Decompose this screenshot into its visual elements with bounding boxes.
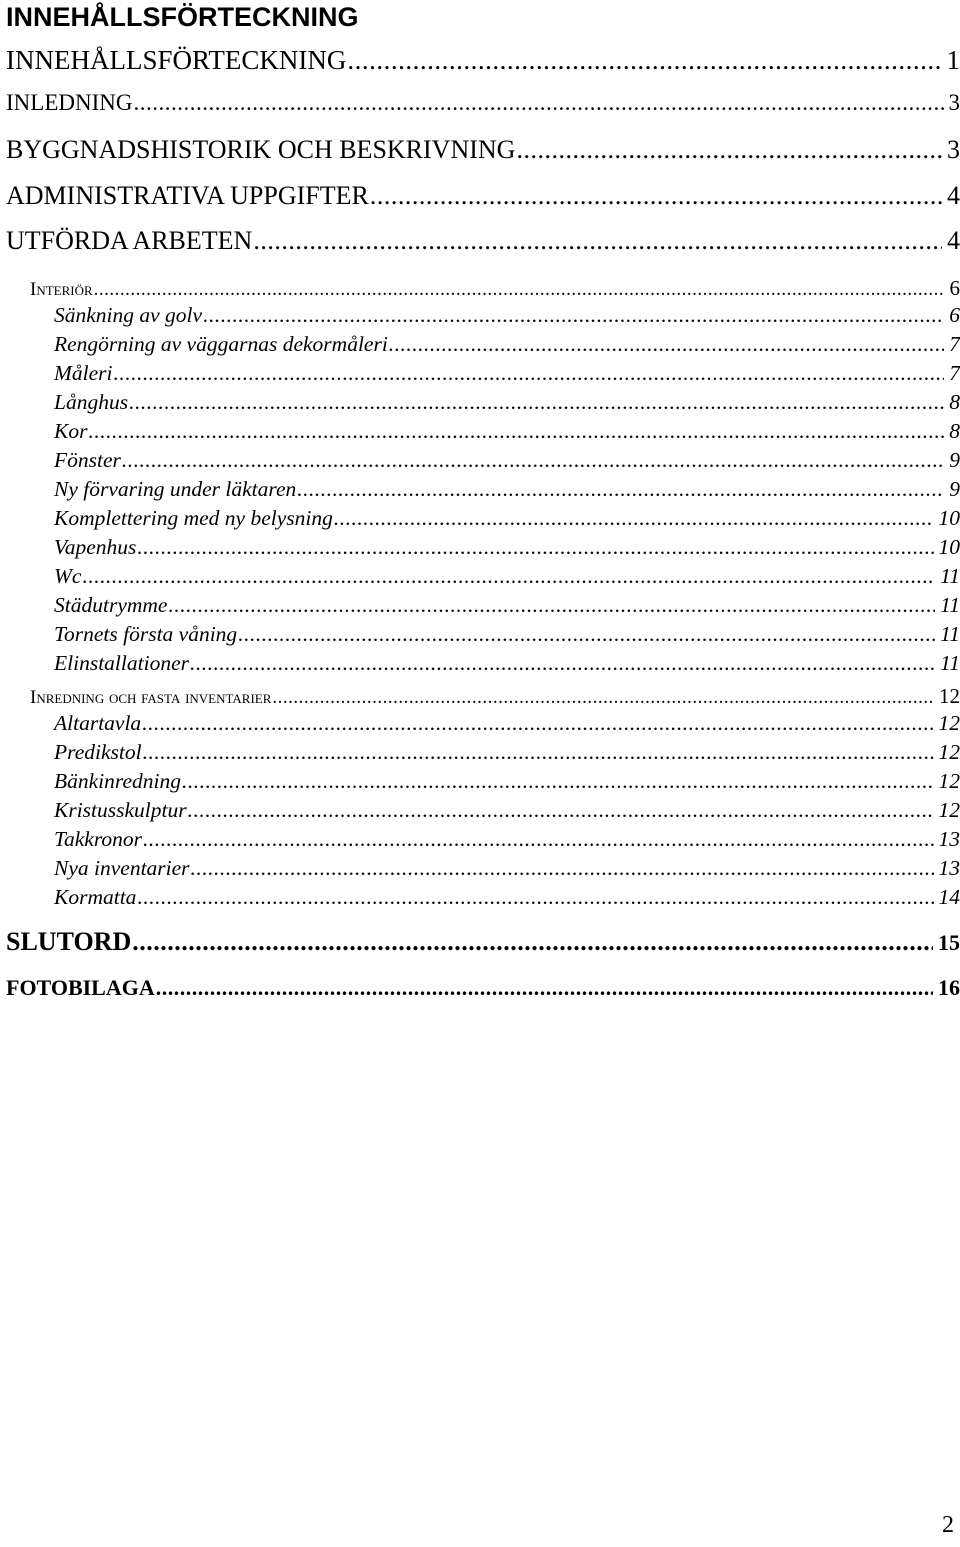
toc-entry-label: Interiör [30, 279, 93, 300]
toc-entry-label: Tornets första våning [54, 622, 238, 646]
toc-entry-page: 10 [938, 535, 960, 559]
toc-entry-page: 12 [939, 684, 960, 708]
toc-leader-dots [238, 622, 935, 647]
toc-leader-dots [347, 45, 941, 76]
toc-entry-page: 6 [949, 303, 960, 327]
toc-entry-page: 13 [938, 856, 960, 880]
toc-entry-page: 11 [940, 622, 960, 646]
toc-entry[interactable] [54, 798, 960, 823]
toc-entry[interactable] [54, 769, 960, 794]
toc-entry[interactable] [30, 684, 960, 709]
toc-entry-page: 12 [938, 740, 960, 764]
toc-entry-page: 7 [949, 361, 960, 385]
document-heading: INNEHÅLLSFÖRTECKNING [6, 2, 359, 32]
toc-entry-label: Predikstol [54, 740, 142, 764]
toc-leader-dots [94, 279, 945, 301]
toc-entry[interactable] [30, 276, 960, 301]
toc-entry-page: 8 [949, 419, 960, 443]
toc-leader-dots [182, 769, 934, 794]
toc-entry-page: 10 [938, 506, 960, 530]
toc-entry-label: Fönster [54, 448, 121, 472]
toc-entry[interactable] [6, 927, 960, 957]
toc-entry-label: Rengörning av väggarnas dekormåleri [54, 332, 388, 356]
toc-leader-dots [188, 798, 934, 823]
toc-entry-label: Ny förvaring under läktaren [54, 477, 297, 501]
toc-entry[interactable] [6, 135, 960, 165]
toc-entry-page: 11 [940, 651, 960, 675]
toc-entry-label: Kristusskulptur [54, 798, 187, 822]
toc-entry[interactable] [54, 740, 960, 765]
toc-entry-page: 13 [938, 827, 960, 851]
toc-entry-page: 3 [947, 135, 960, 164]
toc-entry-label: Sänkning av golv [54, 303, 203, 327]
page-number: 2 [942, 1512, 954, 1538]
toc-entry[interactable] [54, 564, 960, 589]
toc-entry[interactable] [54, 535, 960, 560]
toc-leader-dots [137, 535, 933, 560]
toc-entry[interactable] [54, 332, 960, 357]
toc-entry-page: 3 [948, 90, 960, 115]
toc-entry[interactable] [54, 856, 960, 881]
toc-entry-label: Kor [54, 419, 88, 443]
toc-entry[interactable] [54, 506, 960, 531]
toc-entry-label: FOTOBILAGA [6, 975, 155, 1000]
toc-entry[interactable] [54, 448, 960, 473]
toc-entry-page: 4 [947, 226, 960, 255]
toc-leader-dots [137, 885, 933, 910]
toc-entry[interactable] [6, 181, 960, 211]
toc-leader-dots [253, 226, 942, 256]
toc-entry-page: 1 [946, 45, 960, 75]
toc-entry[interactable] [6, 975, 960, 1001]
toc-leader-dots [191, 856, 934, 881]
toc-entry-page: 16 [938, 975, 960, 1000]
toc-entry[interactable] [6, 226, 960, 256]
toc-entry-label: INNEHÅLLSFÖRTECKNING [6, 45, 347, 75]
toc-leader-dots [114, 361, 945, 386]
toc-entry[interactable] [54, 622, 960, 647]
toc-entry-label: INLEDNING [6, 90, 133, 115]
toc-leader-dots [122, 448, 944, 473]
toc-entry-page: 4 [947, 181, 960, 210]
toc-leader-dots [82, 564, 935, 589]
toc-entry-page: 11 [940, 564, 960, 588]
toc-leader-dots [156, 975, 933, 1001]
toc-entry[interactable] [54, 593, 960, 618]
toc-entry-label: Kormatta [54, 885, 137, 909]
toc-leader-dots [190, 651, 935, 676]
toc-entry[interactable] [54, 361, 960, 386]
toc-leader-dots [129, 390, 944, 415]
toc-entry-label: BYGGNADSHISTORIK OCH BESKRIVNING [6, 135, 516, 164]
toc-entry[interactable] [6, 90, 960, 116]
toc-entry-label: Långhus [54, 390, 129, 414]
toc-leader-dots [133, 90, 943, 116]
toc-entry[interactable] [54, 390, 960, 415]
toc-entry-label: Nya inventarier [54, 856, 190, 880]
toc-entry-page: 12 [938, 711, 960, 735]
toc-entry[interactable] [6, 45, 960, 76]
toc-entry[interactable] [54, 885, 960, 910]
toc-entry-label: Bänkinredning [54, 769, 181, 793]
toc-entry-label: Inredning och fasta inventarier [30, 687, 272, 708]
toc-leader-dots [334, 506, 934, 531]
toc-leader-dots [370, 181, 942, 211]
toc-entry[interactable] [54, 711, 960, 736]
toc-entry-page: 12 [938, 769, 960, 793]
toc-entry-label: UTFÖRDA ARBETEN [6, 226, 253, 255]
toc-entry-page: 12 [938, 798, 960, 822]
toc-entry[interactable] [54, 419, 960, 444]
toc-leader-dots [389, 332, 944, 357]
toc-leader-dots [168, 593, 935, 618]
toc-leader-dots [143, 827, 933, 852]
toc-entry-page: 9 [949, 477, 960, 501]
toc-entry-label: ADMINISTRATIVA UPPGIFTER [6, 181, 369, 210]
toc-entry-label: Städutrymme [54, 593, 168, 617]
toc-entry-page: 6 [949, 276, 960, 300]
toc-entry-label: Wc [54, 564, 82, 588]
toc-leader-dots [516, 135, 942, 165]
toc-entry[interactable] [54, 827, 960, 852]
toc-entry-page: 7 [949, 332, 960, 356]
toc-entry-label: SLUTORD [6, 927, 132, 956]
toc-entry-label: Komplettering med ny belysning [54, 506, 333, 530]
toc-leader-dots [297, 477, 944, 502]
toc-leader-dots [88, 419, 944, 444]
toc-entry-label: Vapenhus [54, 535, 137, 559]
toc-entry[interactable] [54, 303, 960, 328]
toc-leader-dots [142, 711, 933, 736]
toc-entry-page: 8 [949, 390, 960, 414]
toc-entry-label: Altartavla [54, 711, 142, 735]
toc-entry-page: 11 [940, 593, 960, 617]
toc-entry[interactable] [54, 651, 960, 676]
toc-leader-dots [272, 687, 934, 709]
toc-leader-dots [203, 303, 944, 328]
toc-entry[interactable] [54, 477, 960, 502]
toc-entry-page: 9 [949, 448, 960, 472]
toc-entry-label: Måleri [54, 361, 113, 385]
toc-leader-dots [143, 740, 934, 765]
toc-entry-label: Takkronor [54, 827, 143, 851]
toc-leader-dots [132, 927, 933, 957]
toc-entry-label: Elinstallationer [54, 651, 189, 675]
toc-entry-page: 15 [938, 930, 960, 955]
toc-entry-page: 14 [938, 885, 960, 909]
